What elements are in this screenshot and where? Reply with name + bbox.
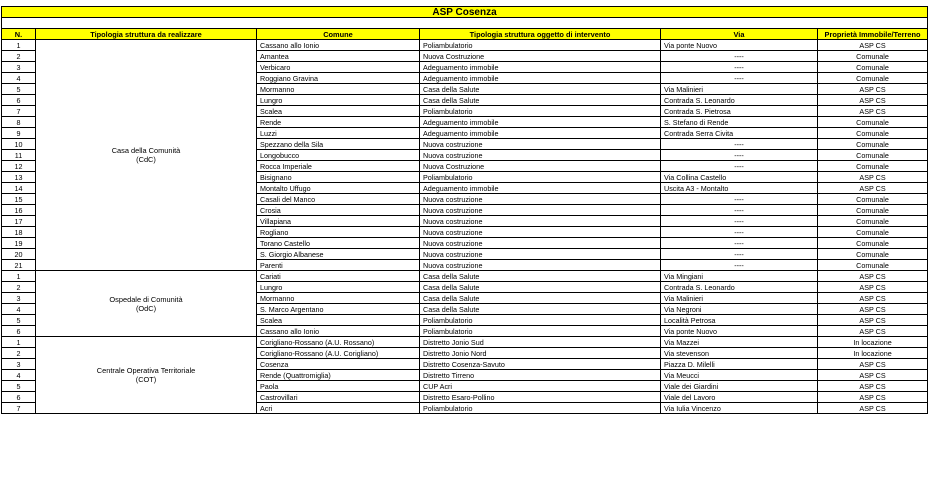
via-cell: Via Negroni	[661, 304, 818, 315]
section-category	[36, 337, 257, 414]
via-cell: Uscita A3 - Montalto	[661, 183, 818, 194]
via-cell: S. Stefano di Rende	[661, 117, 818, 128]
title-row	[2, 7, 928, 18]
row-number: 14	[2, 183, 36, 194]
section-abbr: (COT)	[135, 375, 157, 384]
proprieta-cell: Comunale	[818, 150, 928, 161]
row-number: 21	[2, 260, 36, 271]
section-category	[36, 40, 257, 271]
comune-cell: Cariati	[257, 271, 420, 282]
comune-cell: Cassano allo Ionio	[257, 326, 420, 337]
comune-cell: Scalea	[257, 106, 420, 117]
proprieta-cell: Comunale	[818, 260, 928, 271]
proprieta-cell: ASP CS	[818, 403, 928, 414]
row-number: 13	[2, 172, 36, 183]
proprieta-cell: ASP CS	[818, 304, 928, 315]
proprieta-cell: ASP CS	[818, 326, 928, 337]
via-cell: ----	[661, 227, 818, 238]
comune-cell: Lungro	[257, 282, 420, 293]
via-cell: Contrada S. Leonardo	[661, 282, 818, 293]
proprieta-cell: Comunale	[818, 62, 928, 73]
via-cell: Via Malinieri	[661, 84, 818, 95]
row-number: 20	[2, 249, 36, 260]
row-number: 1	[2, 40, 36, 51]
comune-cell: Torano Castello	[257, 238, 420, 249]
comune-cell: Longobucco	[257, 150, 420, 161]
via-cell: Via Meucci	[661, 370, 818, 381]
oggetto-cell: Casa della Salute	[420, 282, 661, 293]
comune-cell: Castrovillari	[257, 392, 420, 403]
proprieta-cell: Comunale	[818, 51, 928, 62]
row-number: 2	[2, 51, 36, 62]
section-name: Ospedale di Comunità	[109, 294, 183, 304]
comune-cell: Corigliano-Rossano (A.U. Corigliano)	[257, 348, 420, 359]
via-cell: ----	[661, 205, 818, 216]
row-number: 15	[2, 194, 36, 205]
comune-cell: Rogliano	[257, 227, 420, 238]
via-cell: Via Mazzei	[661, 337, 818, 348]
row-number: 4	[2, 304, 36, 315]
oggetto-cell: Casa della Salute	[420, 84, 661, 95]
proprieta-cell: In locazione	[818, 337, 928, 348]
comune-cell: Cosenza	[257, 359, 420, 370]
via-cell: Piazza D. Milelli	[661, 359, 818, 370]
comune-cell: Rende	[257, 117, 420, 128]
proprieta-cell: Comunale	[818, 216, 928, 227]
oggetto-cell: Nuova Costruzione	[420, 161, 661, 172]
proprieta-cell: In locazione	[818, 348, 928, 359]
via-cell: Via ponte Nuovo	[661, 40, 818, 51]
proprieta-cell: Comunale	[818, 139, 928, 150]
comune-cell: Verbicaro	[257, 62, 420, 73]
table-row	[2, 271, 928, 282]
oggetto-cell: Nuova costruzione	[420, 139, 661, 150]
comune-cell: Mormanno	[257, 84, 420, 95]
oggetto-cell: Poliambulatorio	[420, 315, 661, 326]
section-abbr: (OdC)	[135, 303, 157, 313]
row-number: 10	[2, 139, 36, 150]
proprieta-cell: ASP CS	[818, 271, 928, 282]
row-number: 16	[2, 205, 36, 216]
section-name: Centrale Operativa Territoriale	[96, 366, 196, 375]
col-header-tipologia: Tipologia struttura da realizzare	[36, 29, 257, 40]
proprieta-cell: ASP CS	[818, 315, 928, 326]
table-title: ASP Cosenza	[2, 7, 928, 18]
row-number: 5	[2, 381, 36, 392]
row-number: 5	[2, 315, 36, 326]
oggetto-cell: CUP Acri	[420, 381, 661, 392]
oggetto-cell: Poliambulatorio	[420, 40, 661, 51]
oggetto-cell: Nuova costruzione	[420, 150, 661, 161]
row-number: 4	[2, 73, 36, 84]
via-cell: ----	[661, 139, 818, 150]
comune-cell: Scalea	[257, 315, 420, 326]
via-cell: Via Mingiani	[661, 271, 818, 282]
comune-cell: Rocca Imperiale	[257, 161, 420, 172]
oggetto-cell: Nuova costruzione	[420, 238, 661, 249]
oggetto-cell: Casa della Salute	[420, 304, 661, 315]
row-number: 5	[2, 84, 36, 95]
proprieta-cell: ASP CS	[818, 282, 928, 293]
oggetto-cell: Nuova costruzione	[420, 227, 661, 238]
comune-cell: Luzzi	[257, 128, 420, 139]
proprieta-cell: ASP CS	[818, 293, 928, 304]
proprieta-cell: ASP CS	[818, 370, 928, 381]
row-number: 4	[2, 370, 36, 381]
via-cell: ----	[661, 249, 818, 260]
proprieta-cell: Comunale	[818, 249, 928, 260]
row-number: 1	[2, 271, 36, 282]
comune-cell: Crosia	[257, 205, 420, 216]
col-header-comune: Comune	[257, 29, 420, 40]
document-sheet	[1, 6, 927, 414]
oggetto-cell: Poliambulatorio	[420, 403, 661, 414]
via-cell: ----	[661, 51, 818, 62]
oggetto-cell: Adeguamento immobile	[420, 73, 661, 84]
comune-cell: S. Giorgio Albanese	[257, 249, 420, 260]
comune-cell: Rende (Quattromiglia)	[257, 370, 420, 381]
proprieta-cell: ASP CS	[818, 172, 928, 183]
table-row	[2, 40, 928, 51]
proprieta-cell: Comunale	[818, 73, 928, 84]
table-row	[2, 337, 928, 348]
oggetto-cell: Adeguamento immobile	[420, 117, 661, 128]
oggetto-cell: Casa della Salute	[420, 293, 661, 304]
row-number: 1	[2, 337, 36, 348]
col-header-via: Via	[661, 29, 818, 40]
proprieta-cell: ASP CS	[818, 359, 928, 370]
oggetto-cell: Distretto Cosenza-Savuto	[420, 359, 661, 370]
via-cell: Viale dei Giardini	[661, 381, 818, 392]
asp-cosenza-table	[1, 6, 928, 414]
oggetto-cell: Nuova costruzione	[420, 216, 661, 227]
row-number: 7	[2, 403, 36, 414]
via-cell: Contrada S. Pietrosa	[661, 106, 818, 117]
oggetto-cell: Nuova costruzione	[420, 205, 661, 216]
via-cell: ----	[661, 62, 818, 73]
proprieta-cell: ASP CS	[818, 183, 928, 194]
proprieta-cell: Comunale	[818, 238, 928, 249]
via-cell: Via ponte Nuovo	[661, 326, 818, 337]
proprieta-cell: Comunale	[818, 128, 928, 139]
row-number: 6	[2, 326, 36, 337]
via-cell: ----	[661, 73, 818, 84]
oggetto-cell: Nuova Costruzione	[420, 51, 661, 62]
proprieta-cell: Comunale	[818, 194, 928, 205]
via-cell: Località Petrosa	[661, 315, 818, 326]
proprieta-cell: ASP CS	[818, 106, 928, 117]
oggetto-cell: Adeguamento immobile	[420, 183, 661, 194]
table-body	[2, 40, 928, 414]
comune-cell: Casali del Manco	[257, 194, 420, 205]
col-header-proprieta: Proprietà Immobile/Terreno	[818, 29, 928, 40]
oggetto-cell: Casa della Salute	[420, 271, 661, 282]
oggetto-cell: Distretto Esaro-Pollino	[420, 392, 661, 403]
via-cell: Viale del Lavoro	[661, 392, 818, 403]
via-cell: ----	[661, 216, 818, 227]
row-number: 18	[2, 227, 36, 238]
header-row	[2, 29, 928, 40]
comune-cell: Amantea	[257, 51, 420, 62]
comune-cell: Parenti	[257, 260, 420, 271]
oggetto-cell: Distretto Jonio Nord	[420, 348, 661, 359]
row-number: 7	[2, 106, 36, 117]
via-cell: Via Malinieri	[661, 293, 818, 304]
via-cell: ----	[661, 194, 818, 205]
comune-cell: Acri	[257, 403, 420, 414]
proprieta-cell: ASP CS	[818, 381, 928, 392]
col-header-oggetto: Tipologia struttura oggetto di intervento	[420, 29, 661, 40]
comune-cell: S. Marco Argentano	[257, 304, 420, 315]
oggetto-cell: Nuova costruzione	[420, 194, 661, 205]
oggetto-cell: Casa della Salute	[420, 95, 661, 106]
row-number: 6	[2, 392, 36, 403]
section-abbr: (CdC)	[136, 155, 156, 164]
oggetto-cell: Poliambulatorio	[420, 106, 661, 117]
oggetto-cell: Nuova costruzione	[420, 260, 661, 271]
oggetto-cell: Adeguamento immobile	[420, 128, 661, 139]
proprieta-cell: ASP CS	[818, 95, 928, 106]
proprieta-cell: Comunale	[818, 227, 928, 238]
proprieta-cell: ASP CS	[818, 40, 928, 51]
comune-cell: Lungro	[257, 95, 420, 106]
row-number: 8	[2, 117, 36, 128]
oggetto-cell: Adeguamento immobile	[420, 62, 661, 73]
via-cell: Via Iulia Vincenzo	[661, 403, 818, 414]
proprieta-cell: Comunale	[818, 205, 928, 216]
proprieta-cell: Comunale	[818, 117, 928, 128]
via-cell: ----	[661, 150, 818, 161]
row-number: 11	[2, 150, 36, 161]
proprieta-cell: ASP CS	[818, 84, 928, 95]
comune-cell: Montalto Uffugo	[257, 183, 420, 194]
via-cell: ----	[661, 260, 818, 271]
row-number: 9	[2, 128, 36, 139]
comune-cell: Corigliano-Rossano (A.U. Rossano)	[257, 337, 420, 348]
row-number: 3	[2, 62, 36, 73]
via-cell: ----	[661, 161, 818, 172]
oggetto-cell: Distretto Tirreno	[420, 370, 661, 381]
via-cell: Via stevenson	[661, 348, 818, 359]
comune-cell: Roggiano Gravina	[257, 73, 420, 84]
col-header-n: N.	[2, 29, 36, 40]
row-number: 3	[2, 293, 36, 304]
oggetto-cell: Nuova costruzione	[420, 249, 661, 260]
row-number: 17	[2, 216, 36, 227]
proprieta-cell: Comunale	[818, 161, 928, 172]
comune-cell: Spezzano della Sila	[257, 139, 420, 150]
row-number: 2	[2, 348, 36, 359]
via-cell: Contrada Serra Civita	[661, 128, 818, 139]
oggetto-cell: Poliambulatorio	[420, 172, 661, 183]
comune-cell: Bisignano	[257, 172, 420, 183]
row-number: 2	[2, 282, 36, 293]
section-category	[36, 271, 257, 337]
row-number: 19	[2, 238, 36, 249]
section-name: Casa della Comunità	[111, 146, 181, 155]
proprieta-cell: ASP CS	[818, 392, 928, 403]
comune-cell: Mormanno	[257, 293, 420, 304]
row-number: 3	[2, 359, 36, 370]
spacer-row	[2, 18, 928, 29]
oggetto-cell: Poliambulatorio	[420, 326, 661, 337]
row-number: 6	[2, 95, 36, 106]
comune-cell: Villapiana	[257, 216, 420, 227]
via-cell: ----	[661, 238, 818, 249]
via-cell: Contrada S. Leonardo	[661, 95, 818, 106]
via-cell: Via Collina Castello	[661, 172, 818, 183]
oggetto-cell: Distretto Jonio Sud	[420, 337, 661, 348]
row-number: 12	[2, 161, 36, 172]
comune-cell: Paola	[257, 381, 420, 392]
comune-cell: Cassano allo Ionio	[257, 40, 420, 51]
